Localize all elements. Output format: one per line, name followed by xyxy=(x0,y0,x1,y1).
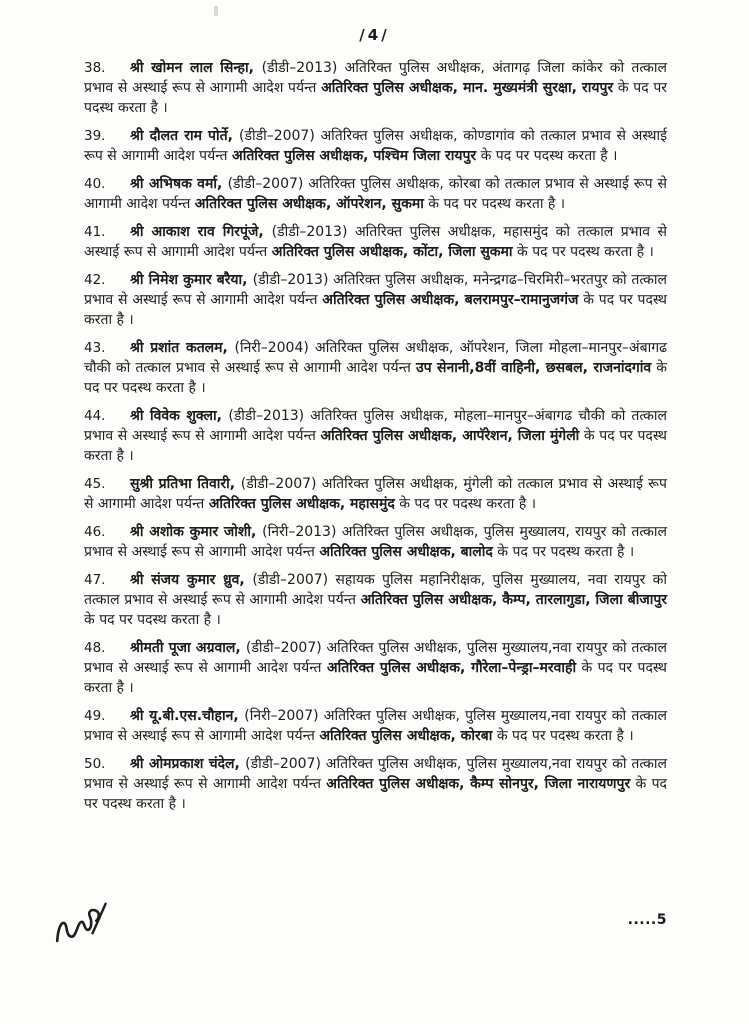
page-header-number: /4/ xyxy=(359,26,390,44)
item-regular-text: के पद पर पदस्थ करता है । xyxy=(492,544,635,560)
item-regular-text: के पद पर पदस्थ करता है । xyxy=(423,196,566,212)
item-bold-text: अतिरिक्त पुलिस अधीक्षक, बालोद xyxy=(319,544,493,560)
item-regular-text: (डीडी–2007) सहायक पुलिस महानिरीक्षक, पुलिस मुख्यालय, नवा रायपुर को तत्काल प्रभाव से अस्थाई रूप से आगामी आदेश पर्यन्त xyxy=(84,572,667,608)
item-text xyxy=(84,524,667,560)
item-bold-text: श्रीमती पूजा अग्रवाल, xyxy=(130,640,246,656)
item-bold-text: अतिरिक्त पुलिस अधीक्षक, बलरामपुर–रामानुजगंज xyxy=(322,292,579,308)
item-bold-text: उप सेनानी,8वीं वाहिनी, छसबल, राजनांदगांव xyxy=(415,360,652,376)
order-item xyxy=(84,58,667,118)
item-bold-text: श्री आकाश राव गिरपूंजे, xyxy=(130,224,272,240)
item-bold-text: अतिरिक्त पुलिस अधीक्षक, कैम्प, तारलागुडा, जिला बीजापुर xyxy=(360,592,668,608)
item-number: 42. xyxy=(84,272,106,288)
item-number: 49. xyxy=(84,708,106,724)
item-regular-text: (निरी–2007) अतिरिक्त पुलिस अधीक्षक, पुलिस मुख्यालय,नवा रायपुर को तत्काल प्रभाव से अस्थाई रूप से आगामी आदेश पर्यन्त xyxy=(84,708,667,744)
item-regular-text: के पद पर पदस्थ करता है । xyxy=(512,244,654,260)
item-regular-text: (डीडी–2007) अतिरिक्त पुलिस अधीक्षक, मुंगेली को तत्काल प्रभाव से अस्थाई रूप से आगामी आदेश पर्यन्त xyxy=(84,476,667,512)
item-bold-text: अतिरिक्त पुलिस अधीक्षक, गौरेला–पेन्ड्रा–मरवाही xyxy=(326,660,577,676)
item-regular-text: के पद पर पदस्थ करता है । xyxy=(84,612,221,628)
item-number: 46. xyxy=(84,524,106,540)
item-regular-text: के पद पर पदस्थ करता है । xyxy=(84,660,667,696)
item-regular-text: (डीडी–2013) अतिरिक्त पुलिस अधीक्षक, मोहला–मानपुर–अंबागढ चौकी को तत्काल प्रभाव से अस्थाई रूप से आगामी आदेश पर्यन्त xyxy=(84,408,667,444)
order-item xyxy=(84,222,667,262)
item-bold-text: श्री प्रशांत कतलम, xyxy=(130,340,235,356)
item-regular-text: (डीडी–2007) अतिरिक्त पुलिस अधीक्षक, कोरबा को तत्काल प्रभाव से अस्थाई रूप से आगामी आदेश पर्यन्त xyxy=(84,176,667,212)
order-item xyxy=(84,270,667,330)
item-regular-text: (डीडी–2007) अतिरिक्त पुलिस अधीक्षक, पुलिस मुख्यालय,नवा रायपुर को तत्काल प्रभाव से अस्थाई रूप से आगामी आदेश पर्यन्त xyxy=(84,640,667,676)
item-bold-text: सुश्री प्रतिभा तिवारी, xyxy=(130,476,241,492)
item-number: 40. xyxy=(84,176,106,192)
footer-page-number: .....5 xyxy=(627,912,667,928)
item-regular-text: के पद पर पदस्थ करता है । xyxy=(84,360,668,396)
item-regular-text: के पद पर पदस्थ करता है । xyxy=(84,292,668,328)
item-number: 50. xyxy=(84,756,106,772)
item-text xyxy=(84,640,667,696)
item-text xyxy=(84,408,667,464)
item-number: 39. xyxy=(84,128,106,144)
item-text xyxy=(84,476,667,512)
item-text xyxy=(84,340,667,396)
item-text xyxy=(84,176,667,212)
item-text xyxy=(84,128,667,164)
item-text xyxy=(84,272,667,328)
order-item xyxy=(84,754,667,814)
order-item xyxy=(84,474,667,514)
item-regular-text: (निरी–2004) अतिरिक्त पुलिस अधीक्षक, ऑपरेशन, जिला मोहला–मानपुर–अंबागढ चौकी को तत्काल प्रभाव से अस्थाई रूप से आगामी आदेश पर्यन्त xyxy=(84,340,667,376)
item-number: 48. xyxy=(84,640,106,656)
item-text xyxy=(84,708,667,744)
item-regular-text: के पद पर पदस्थ करता है । xyxy=(394,496,537,512)
item-number: 45. xyxy=(84,476,106,492)
item-bold-text: अतिरिक्त पुलिस अधीक्षक, कोरबा xyxy=(319,728,493,744)
item-number: 38. xyxy=(84,60,106,76)
item-regular-text: (डीडी–2013) अतिरिक्त पुलिस अधीक्षक, महासमुंद को तत्काल प्रभाव से अस्थाई रूप से आगामी आदेश पर्यन्त xyxy=(84,224,667,260)
item-bold-text: श्री निमेश कुमार बरैया, xyxy=(130,272,253,288)
item-bold-text: श्री विवेक शुक्ला, xyxy=(130,408,229,424)
item-number: 47. xyxy=(84,572,106,588)
signature-initial-mark xyxy=(45,894,125,961)
item-text xyxy=(84,572,667,628)
item-bold-text: श्री अशोक कुमार जोशी, xyxy=(130,524,263,540)
order-item xyxy=(84,338,667,398)
order-item xyxy=(84,570,667,630)
item-text xyxy=(84,60,667,116)
item-bold-text: श्री ओमप्रकाश चंदेल, xyxy=(130,756,246,772)
item-bold-text: श्री दौलत राम पोर्ते, xyxy=(130,128,239,144)
order-item xyxy=(84,706,667,746)
order-item xyxy=(84,126,667,166)
item-regular-text: (डीडी–2013) अतिरिक्त पुलिस अधीक्षक, मनेन्द्रगढ–चिरमिरी–भरतपुर को तत्काल प्रभाव से अस्थाई रूप से आगामी आदेश पर्यन्त xyxy=(84,272,667,308)
item-bold-text: अतिरिक्त पुलिस अधीक्षक, महासमुंद xyxy=(208,496,395,512)
item-number: 41. xyxy=(84,224,106,240)
item-regular-text: के पद पर पदस्थ करता है । xyxy=(84,776,667,812)
item-regular-text: (डीडी–2007) अतिरिक्त पुलिस अधीक्षक, पुलिस मुख्यालय,नवा रायपुर को तत्काल प्रभाव से अस्थाई रूप से आगामी आदेश पर्यन्त xyxy=(84,756,667,792)
item-bold-text: अतिरिक्त पुलिस अधीक्षक, कोंटा, जिला सुकमा xyxy=(271,244,513,260)
item-bold-text: अतिरिक्त पुलिस अधीक्षक, कैम्प सोनपुर, जिला नारायणपुर xyxy=(326,776,631,792)
order-item xyxy=(84,638,667,698)
item-bold-text: श्री खोमन लाल सिन्हा, xyxy=(130,60,262,76)
item-text xyxy=(84,224,667,260)
item-regular-text: के पद पर पदस्थ करता है । xyxy=(476,148,618,164)
item-regular-text: के पद पर पदस्थ करता है । xyxy=(84,80,667,116)
order-list xyxy=(84,58,667,814)
item-bold-text: अतिरिक्त पुलिस अधीक्षक, मान. मुख्यमंत्री सुरक्षा, रायपुर xyxy=(321,80,614,96)
item-regular-text: (निरी–2013) अतिरिक्त पुलिस अधीक्षक, पुलिस मुख्यालय, रायपुर को तत्काल प्रभाव से अस्थाई रूप से आगामी आदेश पर्यन्त xyxy=(84,524,667,560)
scan-artifact xyxy=(214,6,218,16)
item-bold-text: श्री अभिषक वर्मा, xyxy=(130,176,228,192)
item-bold-text: अतिरिक्त पुलिस अधीक्षक, पश्चिम जिला रायपुर xyxy=(232,148,477,164)
item-bold-text: श्री संजय कुमार ध्रुव, xyxy=(130,572,253,588)
item-regular-text: के पद पर पदस्थ करता है । xyxy=(84,428,667,464)
item-text xyxy=(84,756,667,812)
item-number: 44. xyxy=(84,408,106,424)
item-regular-text: (डीडी–2007) अतिरिक्त पुलिस अधीक्षक, कोण्डागांव को तत्काल प्रभाव से अस्थाई रूप से आगामी आदेश पर्यन्त xyxy=(84,128,667,164)
order-item xyxy=(84,522,667,562)
item-bold-text: श्री यू.बी.एस.चौहान, xyxy=(130,708,245,724)
item-bold-text: अतिरिक्त पुलिस अधीक्षक, आपॅरेशन, जिला मुंगेली xyxy=(320,428,580,444)
item-number: 43. xyxy=(84,340,106,356)
item-regular-text: के पद पर पदस्थ करता है । xyxy=(492,728,634,744)
order-item xyxy=(84,174,667,214)
item-regular-text: (डीडी–2013) अतिरिक्त पुलिस अधीक्षक, अंतागढ़ जिला कांकेर को तत्काल प्रभाव से अस्थाई रूप से आगामी आदेश पर्यन्त xyxy=(84,60,667,96)
item-bold-text: अतिरिक्त पुलिस अधीक्षक, ऑपरेशन, सुकमा xyxy=(194,196,424,212)
order-item xyxy=(84,406,667,466)
